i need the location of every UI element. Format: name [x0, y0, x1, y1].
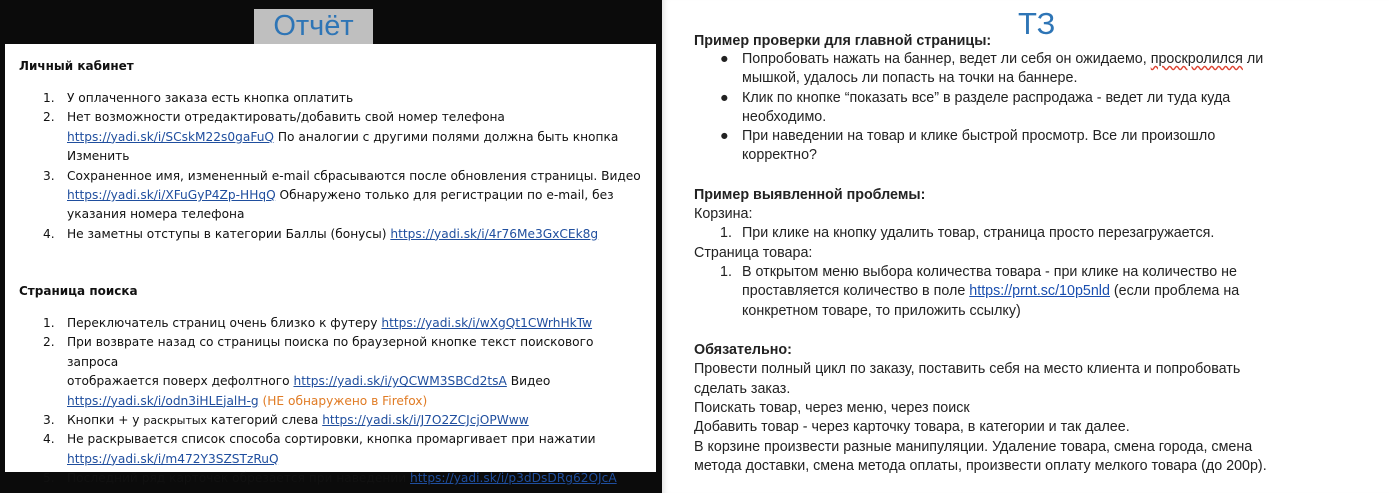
yadi-link[interactable]: https://yadi.sk/i/m472Y3SZSTzRuQ: [67, 451, 279, 466]
check-bullet-3-line-1: При наведении на товар и клике быстрой просмотр. Все ли произошло: [742, 128, 1216, 144]
text-segment: раскрытых: [143, 414, 208, 428]
list-item-line: [67, 205, 645, 224]
cart-item-text: При клике на кнопку удалить товар, страница просто перезагружается.: [742, 225, 1215, 241]
product-item-line-3: конкретном товаре, то приложить ссылку): [742, 303, 1021, 319]
list-item-line: [67, 147, 645, 166]
list-item-line: [67, 89, 645, 108]
yadi-link[interactable]: https://yadi.sk/i/4r76Me3GxCEk8g: [390, 226, 599, 241]
list-item: [5, 469, 645, 488]
product-item-number: 1.: [720, 264, 732, 280]
cart-label: Корзина:: [694, 206, 753, 222]
mandatory-heading: Обязательно:: [694, 342, 792, 358]
list-item-line: [67, 128, 645, 147]
text-segment: Обнаружено только для регистрации по e-mail, без: [275, 188, 614, 203]
text-segment: Нет возможности отредактировать/добавить свой номер телефона: [67, 110, 505, 125]
list-item-line: [67, 469, 645, 488]
product-item-line-2: проставляется количество в поле https://prnt.sc/10p5nld (если проблема на: [742, 283, 1240, 299]
list-item-line: [67, 392, 645, 411]
section-heading-search: Страница поиска: [19, 284, 138, 298]
list-item-line: [67, 186, 645, 205]
list-item-line: [67, 372, 645, 391]
list-item: [5, 314, 645, 333]
spec-panel: [662, 0, 1389, 493]
list-item-line: [67, 333, 645, 372]
yadi-link[interactable]: https://yadi.sk/i/yQCWM3SBCd2tsA: [293, 374, 507, 389]
list-item-number: 2.: [43, 110, 55, 125]
list-item-line: [67, 411, 645, 430]
text-segment: Изменить: [67, 149, 130, 164]
product-item-line-1: В открытом меню выбора количества товара - при клике на количество не: [742, 264, 1237, 280]
check-bullet-1-line-1: Попробовать нажать на баннер, ведет ли себя он ожидаемо, проскролился ли: [742, 51, 1264, 67]
report-document: [5, 44, 656, 486]
text-segment: категорий слева: [207, 413, 323, 428]
list-item: [5, 89, 645, 108]
list-item-line: [67, 430, 645, 449]
list-item-line: [67, 225, 645, 244]
list-item-line: [67, 450, 645, 469]
text-segment: По аналогии с другими полями должна быть кнопка: [274, 129, 619, 144]
mandatory-line: метода доставки, смена метода оплаты, произвести оплату мелкого товара (до 200р).: [694, 458, 1267, 474]
list-item-number: 1.: [43, 91, 55, 105]
text-segment: Не раскрывается список способа сортировки, кнопка промаргивает при нажатии: [67, 432, 596, 447]
text-segment: Последний ряд карточек обрезается при наведении: [67, 471, 411, 486]
section-heading-account: Личный кабинет: [19, 59, 134, 73]
text-segment: Сохраненное имя, измененный e-mail сбрасываются после обновления страницы. Видео: [67, 168, 641, 183]
prnt-link[interactable]: https://prnt.sc/10p5nld: [969, 283, 1110, 299]
cart-item-number: 1.: [720, 225, 732, 241]
search-issues-list: [5, 314, 645, 489]
account-issues-list: [5, 89, 645, 244]
yadi-link[interactable]: https://yadi.sk/i/p3dDsDRg62OJcA: [410, 471, 617, 486]
check-bullet-2-line-2: необходимо.: [742, 109, 827, 125]
text-segment: указания номера телефона: [67, 207, 245, 222]
text-segment: Не заметны отступы в категории Баллы (бонусы): [67, 226, 391, 241]
mandatory-line: сделать заказ.: [694, 381, 791, 397]
list-item: [5, 430, 645, 469]
check-bullet-1-line-2: мышкой, удалось ли попасть на точки на баннере.: [742, 70, 1078, 86]
text-segment: Переключатель страниц очень близко к футеру: [67, 316, 382, 330]
list-item-number: 2.: [43, 335, 55, 350]
check-heading: Пример проверки для главной страницы:: [694, 33, 992, 49]
list-item-line: [67, 167, 645, 186]
list-item-number: 4.: [43, 432, 55, 447]
list-item-number: 4.: [43, 226, 55, 241]
problem-heading: Пример выявленной проблемы:: [694, 187, 926, 203]
text-segment: У оплаченного заказа есть кнопка оплатить: [67, 91, 354, 105]
list-item-line: [67, 108, 645, 127]
list-item: [5, 108, 645, 166]
yadi-link[interactable]: https://yadi.sk/i/SCskM22s0gaFuQ: [67, 129, 275, 144]
list-item: [5, 167, 645, 225]
list-item-number: 5.: [43, 471, 55, 486]
text-segment: Кнопки + у: [67, 413, 144, 428]
check-bullet-2-line-1: Клик по кнопке “показать все” в разделе распродажа - ведет ли туда куда: [742, 90, 1231, 106]
yadi-link[interactable]: https://yadi.sk/i/XFuGyP4Zp-HHqQ: [67, 188, 276, 203]
list-item: [5, 225, 645, 244]
mandatory-line: Поискать товар, через меню, через поиск: [694, 400, 970, 416]
text-segment: При возврате назад со страницы поиска по браузерной кнопке текст поискового запроса: [67, 335, 594, 369]
report-screenshot-panel: [0, 0, 662, 493]
spec-title: ТЗ: [1018, 6, 1056, 41]
mandatory-line: В корзине произвести разные манипуляции. Удаление товара, смена города, смена: [694, 439, 1253, 455]
bullet-dot: ●: [720, 90, 729, 106]
yadi-link[interactable]: https://yadi.sk/i/odn3iHLEjalH-g: [67, 393, 259, 408]
report-title: Отчёт: [254, 9, 373, 44]
mandatory-line: Добавить товар - через карточку товара, в категории и так далее.: [694, 419, 1130, 435]
list-item: [5, 333, 645, 411]
product-page-label: Страница товара:: [694, 245, 813, 261]
list-item-number: 3.: [43, 168, 55, 183]
check-bullet-3-line-2: корректно?: [742, 147, 817, 163]
text-segment: отображается поверх дефолтного: [67, 374, 294, 389]
list-item-line: [67, 314, 645, 333]
text-segment: Видео: [506, 374, 551, 389]
list-item-number: 1.: [43, 316, 55, 330]
firefox-note: (НЕ обнаружено в Firefox): [262, 393, 428, 408]
yadi-link[interactable]: https://yadi.sk/i/J7O2ZCJcjOPWww: [322, 413, 529, 428]
mandatory-line: Провести полный цикл по заказу, поставить себя на место клиента и попробовать: [694, 361, 1241, 377]
list-item-number: 3.: [43, 413, 55, 428]
yadi-link[interactable]: https://yadi.sk/i/wXgQt1CWrhHkTw: [381, 316, 593, 330]
bullet-dot: ●: [720, 51, 729, 67]
list-item: [5, 411, 645, 430]
bullet-dot: ●: [720, 128, 729, 144]
